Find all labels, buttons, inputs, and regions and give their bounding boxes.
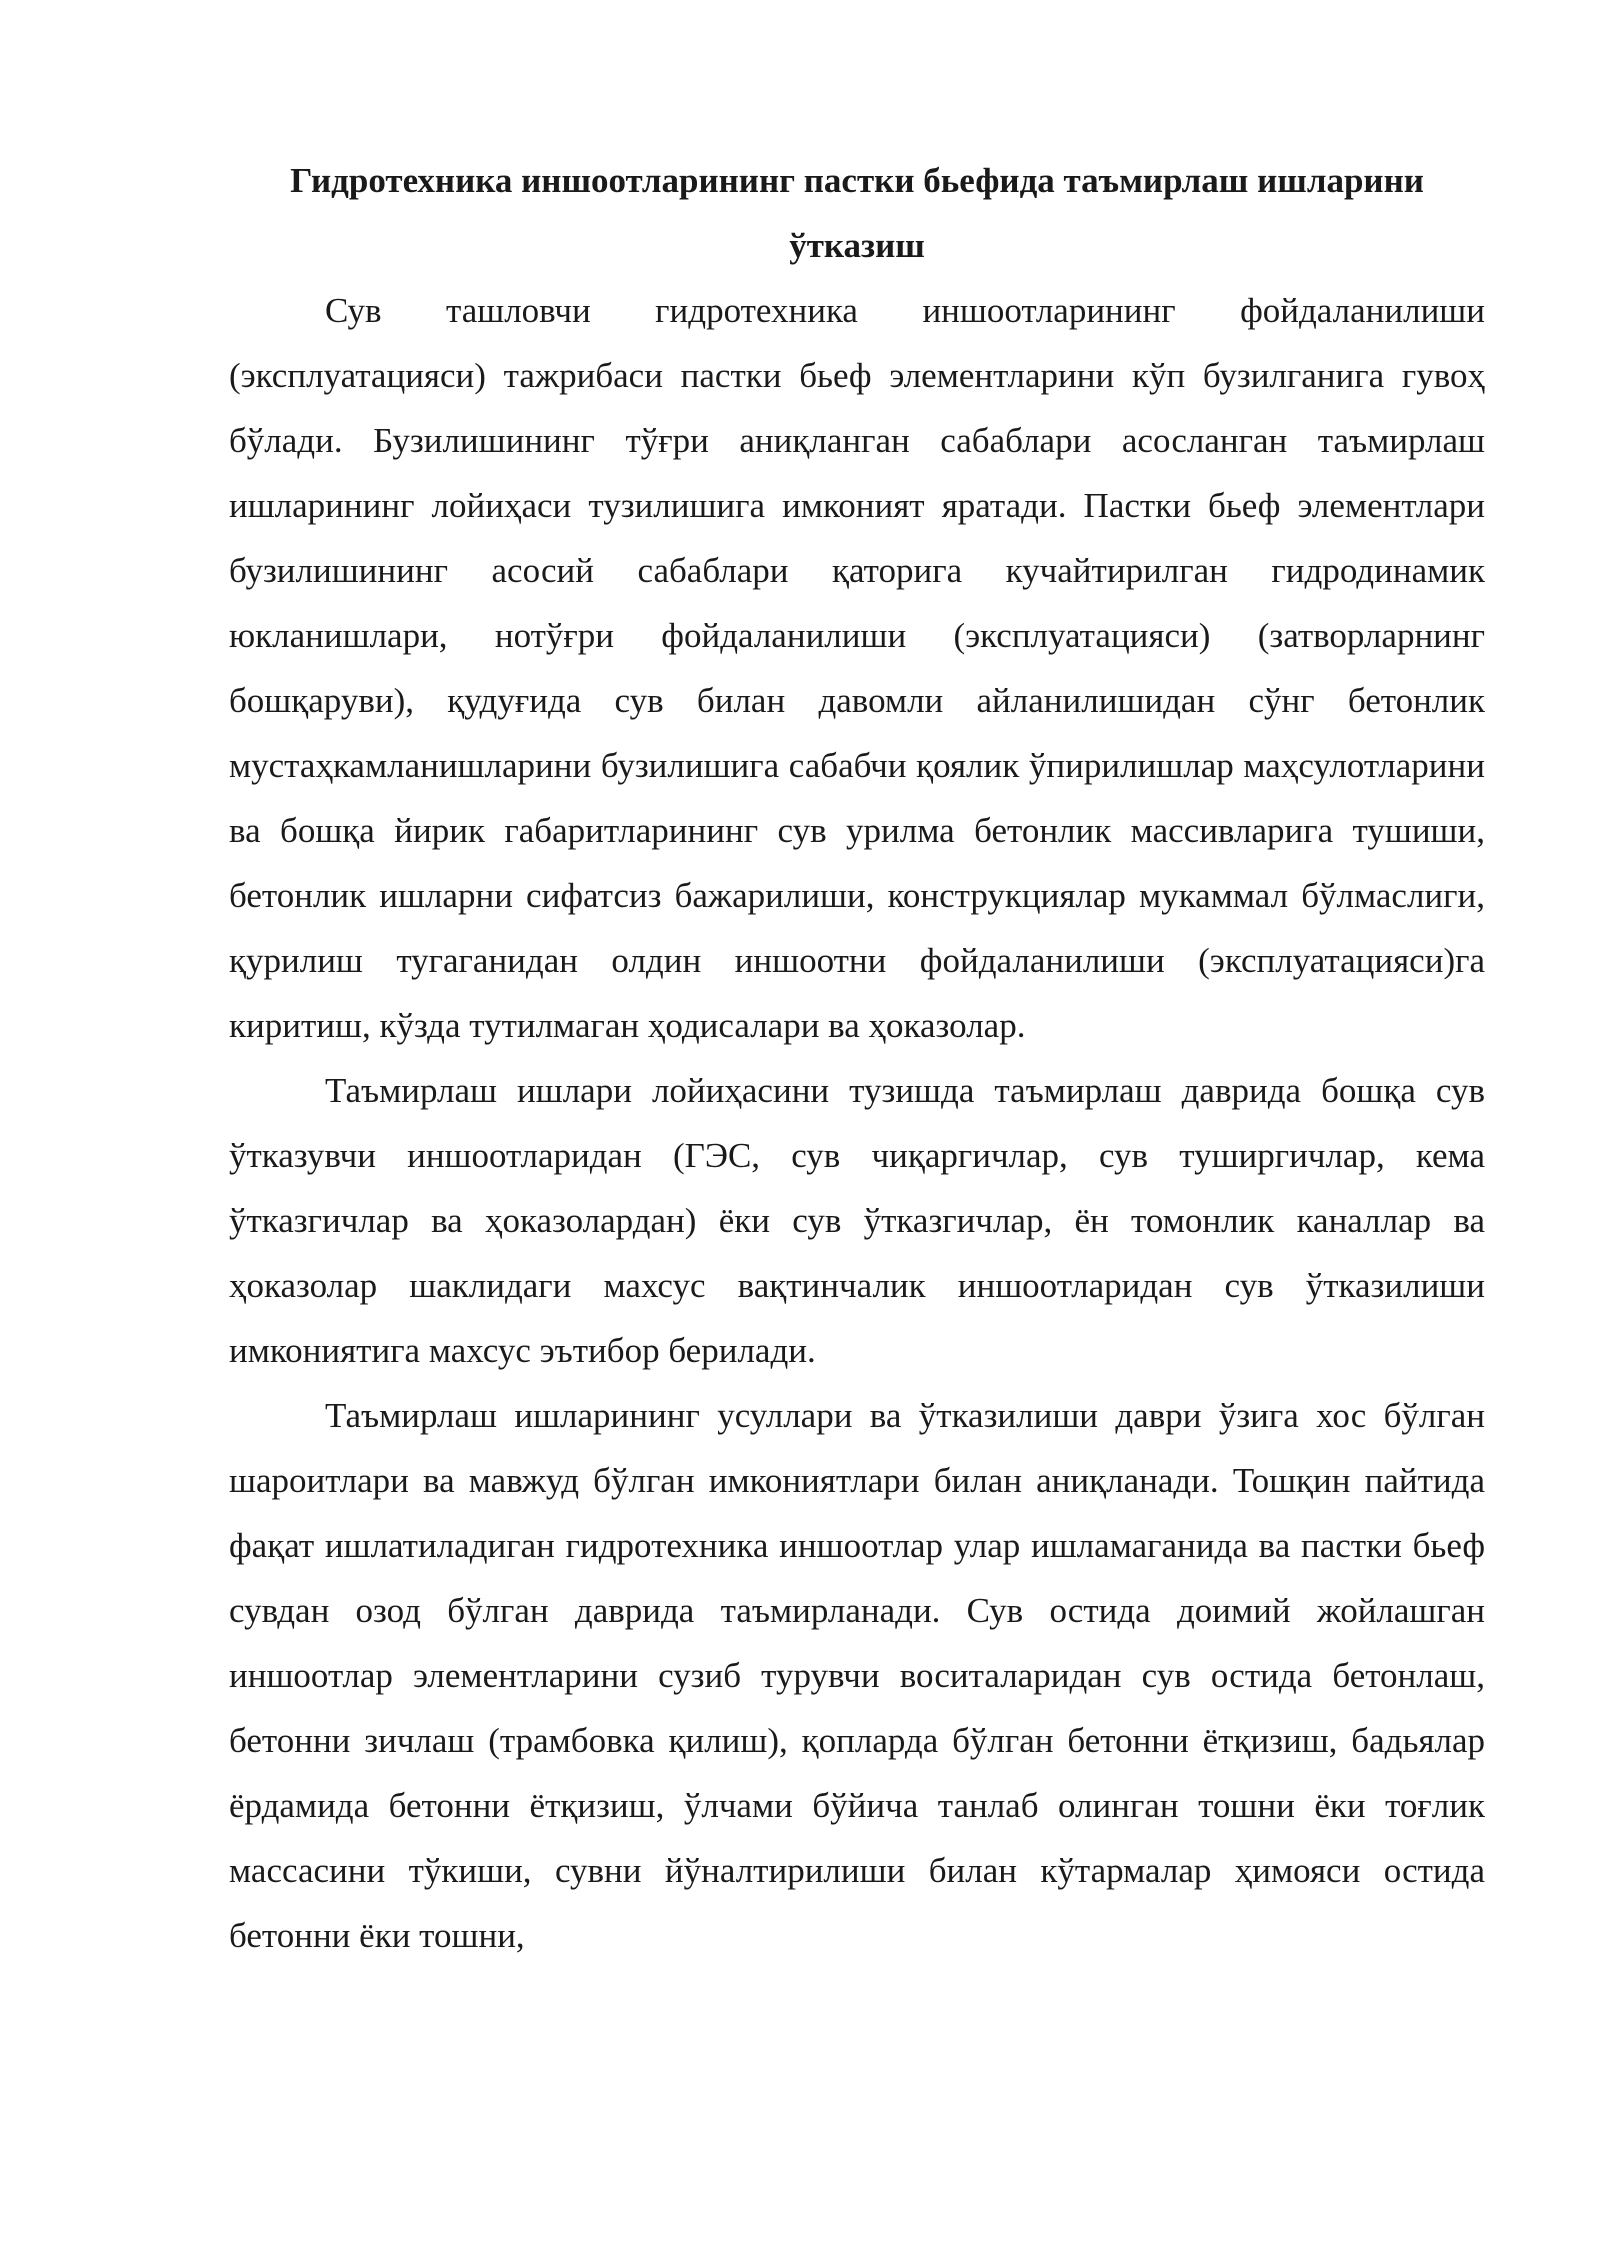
paragraph-3: Таъмирлаш ишларининг усуллари ва ўтказилиши даври ўзига хос бўлган шароитлари ва мавжуд бўлган имкониятлари билан аниқланади. Тошқин пайтида фақат ишлатиладиган гидротехника иншоотлар улар ишламаганида ва пастки бьеф сувдан озод бўлган даврида таъмирланади. Сув остида доимий жойлашган иншоотлар элементларини сузиб турувчи воситаларидан сув остида бетонлаш, бетонни зичлаш (трамбовка қилиш), қопларда бўлган бетонни ётқизиш, бадьялар ёрдамида бетонни ётқизиш, ўлчами бўйича танлаб олинган тошни ёки тоғлик массасини тўкиши, сувни йўналтирилиши билан кўтармалар ҳимояси остида бетонни ёки тошни, <box>229 1396 1485 1955</box>
paragraph-2: Таъмирлаш ишлари лойиҳасини тузишда таъмирлаш даврида бошқа сув ўтказувчи иншоотларидан (ГЭС, сув чиқаргичлар, сув туширгичлар, кема ўтказгичлар ва ҳоказолардан) ёки сув ўтказгичлар, ён томонлик каналлар ва ҳоказолар шаклидаги махсус вақтинчалик иншоотларидан сув ўтказилиши имкониятига махсус эътибор берилади. <box>229 1071 1485 1370</box>
document-body <box>229 148 1485 1968</box>
document-title: Гидротехника иншоотларининг пастки бьефида таъмирлаш ишларини ўтказиш <box>290 161 1424 265</box>
paragraph-1: Сув ташловчи гидротехника иншоотларининг фойдаланилиши (эксплуатацияси) тажрибаси пастки бьеф элементларини кўп бузилганига гувоҳ бўлади. Бузилишининг тўғри аниқланган сабаблари асосланган таъмирлаш ишларининг лойиҳаси тузилишига имконият яратади. Пастки бьеф элементлари бузилишининг асосий сабаблари қаторига кучайтирилган гидродинамик юкланишлари, нотўғри фойдаланилиши (эксплуатацияси) (затворларнинг бошқаруви), қудуғида сув билан давомли айланилишидан сўнг бетонлик мустаҳкамланишларини бузилишига сабабчи қоялик ўпирилишлар маҳсулотларини ва бошқа йирик габаритларининг сув урилма бетонлик массивларига тушиши, бетонлик ишларни сифатсиз бажарилиши, конструкциялар мукаммал бўлмаслиги, қурилиш тугаганидан олдин иншоотни фойдаланилиши (эксплуатацияси)га киритиш, кўзда тутилмаган ҳодисалари ва ҳоказолар. <box>229 291 1485 1045</box>
